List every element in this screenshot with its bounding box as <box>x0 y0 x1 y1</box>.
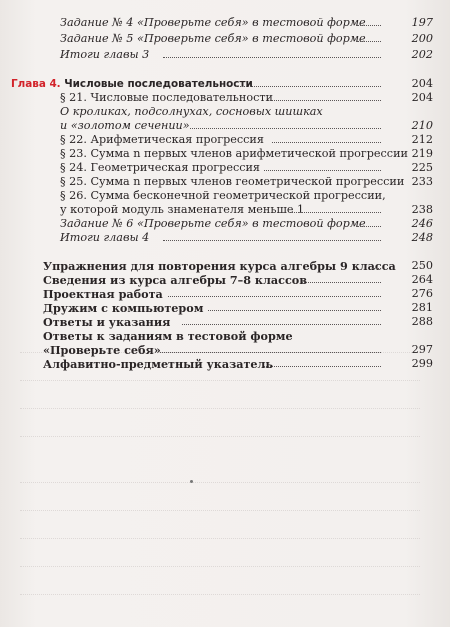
toc-entry-title: Итоги главы 3 <box>60 48 150 61</box>
toc-entry-title: § 23. Сумма n первых членов арифметической прогрессии <box>60 147 408 160</box>
toc-entry-page: 202 <box>411 48 433 61</box>
toc-entry-s21 <box>0 91 433 105</box>
toc-entry-page: 288 <box>411 315 433 328</box>
toc-entry-page: 264 <box>411 273 433 286</box>
toc-entry-s24 <box>0 161 433 175</box>
toc-entry-title: § 26. Сумма бесконечной геометрической прогрессии, <box>60 189 386 202</box>
toc-entry-page: 297 <box>411 343 433 356</box>
toc-entry-title: О кроликах, подсолнухах, сосновых шишках <box>60 105 323 118</box>
dot-leader <box>160 352 381 353</box>
toc-entry-sved <box>0 273 433 287</box>
dot-leader <box>190 128 381 129</box>
toc-entry-page: 248 <box>411 231 433 244</box>
toc-entry-otv-zad-line1 <box>0 329 433 343</box>
toc-entry-s26-line1 <box>0 189 433 203</box>
toc-entry-druzhim <box>0 301 433 315</box>
toc-entry-title: Ответы к заданиям в тестовой форме <box>43 329 293 343</box>
show-through-line <box>20 538 420 539</box>
dot-leader <box>163 57 381 58</box>
toc-entry-page: 246 <box>411 217 433 230</box>
toc-entry-title: § 21. Числовые последовательности <box>60 91 273 104</box>
toc-entry-page: 204 <box>411 91 433 104</box>
toc-entry-s25 <box>0 175 433 189</box>
toc-entry-title: Дружим с компьютером <box>43 301 204 315</box>
toc-entry-page: 212 <box>411 133 433 146</box>
toc-entry-otv-zad-line2 <box>0 343 433 357</box>
toc-entry-otvety <box>0 315 433 329</box>
toc-entry-alf <box>0 357 433 371</box>
show-through-line <box>20 594 420 595</box>
toc-entry-page: 250 <box>411 259 433 272</box>
dot-leader <box>357 25 381 26</box>
dot-leader <box>302 282 381 283</box>
toc-entry-title: Алфавитно-предметный указатель <box>43 357 273 371</box>
dot-leader <box>208 310 381 311</box>
toc-entry-rabbits-line1 <box>0 105 433 119</box>
toc-entry-page: 281 <box>411 301 433 314</box>
toc-entry-title: § 24. Геометрическая прогрессия <box>60 161 260 174</box>
dot-leader <box>357 226 381 227</box>
dot-leader <box>290 212 381 213</box>
show-through-line <box>20 566 420 567</box>
toc-entry-z4 <box>0 16 433 30</box>
dot-leader <box>264 170 381 171</box>
toc-entry-page: 233 <box>411 175 433 188</box>
toc-entry-upr <box>0 259 433 273</box>
show-through-line <box>20 380 420 381</box>
toc-entry-title: Проектная работа <box>43 287 163 301</box>
toc-entry-proekt <box>0 287 433 301</box>
toc-entry-title: «Проверьте себя» <box>43 343 161 357</box>
ink-speck <box>190 480 193 483</box>
toc-entry-title: Задание № 5 «Проверьте себя» в тестовой форме <box>60 32 366 45</box>
toc-entry-s23 <box>0 147 433 161</box>
toc-entry-title: у которой модуль знаменателя меньше 1 <box>60 203 305 216</box>
toc-entry-page: 299 <box>411 357 433 370</box>
toc-entry-s26-line2 <box>0 203 433 217</box>
dot-leader <box>268 100 381 101</box>
toc-entry-title: Сведения из курса алгебры 7–8 классов <box>43 273 308 287</box>
dot-leader <box>182 324 381 325</box>
toc-entry-page: 197 <box>411 16 433 29</box>
toc-entry-title: Итоги главы 4 <box>60 231 150 244</box>
show-through-line <box>20 482 420 483</box>
toc-chapter-4 <box>0 77 433 91</box>
toc-entry-rabbits-line2 <box>0 119 433 133</box>
toc-entry-title: § 25. Сумма n первых членов геометрической прогрессии <box>60 175 405 188</box>
chapter-number: Глава 4. <box>11 78 61 90</box>
toc-entry-title: Задание № 6 «Проверьте себя» в тестовой форме <box>60 217 366 230</box>
dot-leader <box>236 86 381 87</box>
toc-entry-z6 <box>0 217 433 231</box>
show-through-line <box>20 436 420 437</box>
toc-entry-itogi3 <box>0 48 433 62</box>
toc-entry-page: 200 <box>411 32 433 45</box>
toc-entry-title: Задание № 4 «Проверьте себя» в тестовой форме <box>60 16 366 29</box>
dot-leader <box>262 366 381 367</box>
show-through-line <box>20 510 420 511</box>
toc-entry-itogi4 <box>0 231 433 245</box>
toc-entry-z5 <box>0 32 433 46</box>
toc-entry-title: § 22. Арифметическая прогрессия <box>60 133 264 146</box>
dot-leader <box>163 240 381 241</box>
dot-leader <box>372 268 381 269</box>
toc-entry-s22 <box>0 133 433 147</box>
toc-entry-title: Упражнения для повторения курса алгебры 9 класса <box>43 259 396 273</box>
toc-entry-page: 219 <box>411 147 433 160</box>
dot-leader <box>168 296 381 297</box>
toc-entry-page: 276 <box>411 287 433 300</box>
toc-entry-title: и «золотом сечении» <box>60 119 190 132</box>
toc-entry-title: Ответы и указания <box>43 315 171 329</box>
toc-entry-page: 210 <box>411 119 433 132</box>
chapter-title: Числовые последовательности <box>64 78 253 90</box>
toc-entry-page: 225 <box>411 161 433 174</box>
dot-leader <box>272 142 381 143</box>
show-through-line <box>20 408 420 409</box>
dot-leader <box>357 41 381 42</box>
toc-entry-page: 238 <box>411 203 433 216</box>
toc-entry-page: 204 <box>411 77 433 90</box>
